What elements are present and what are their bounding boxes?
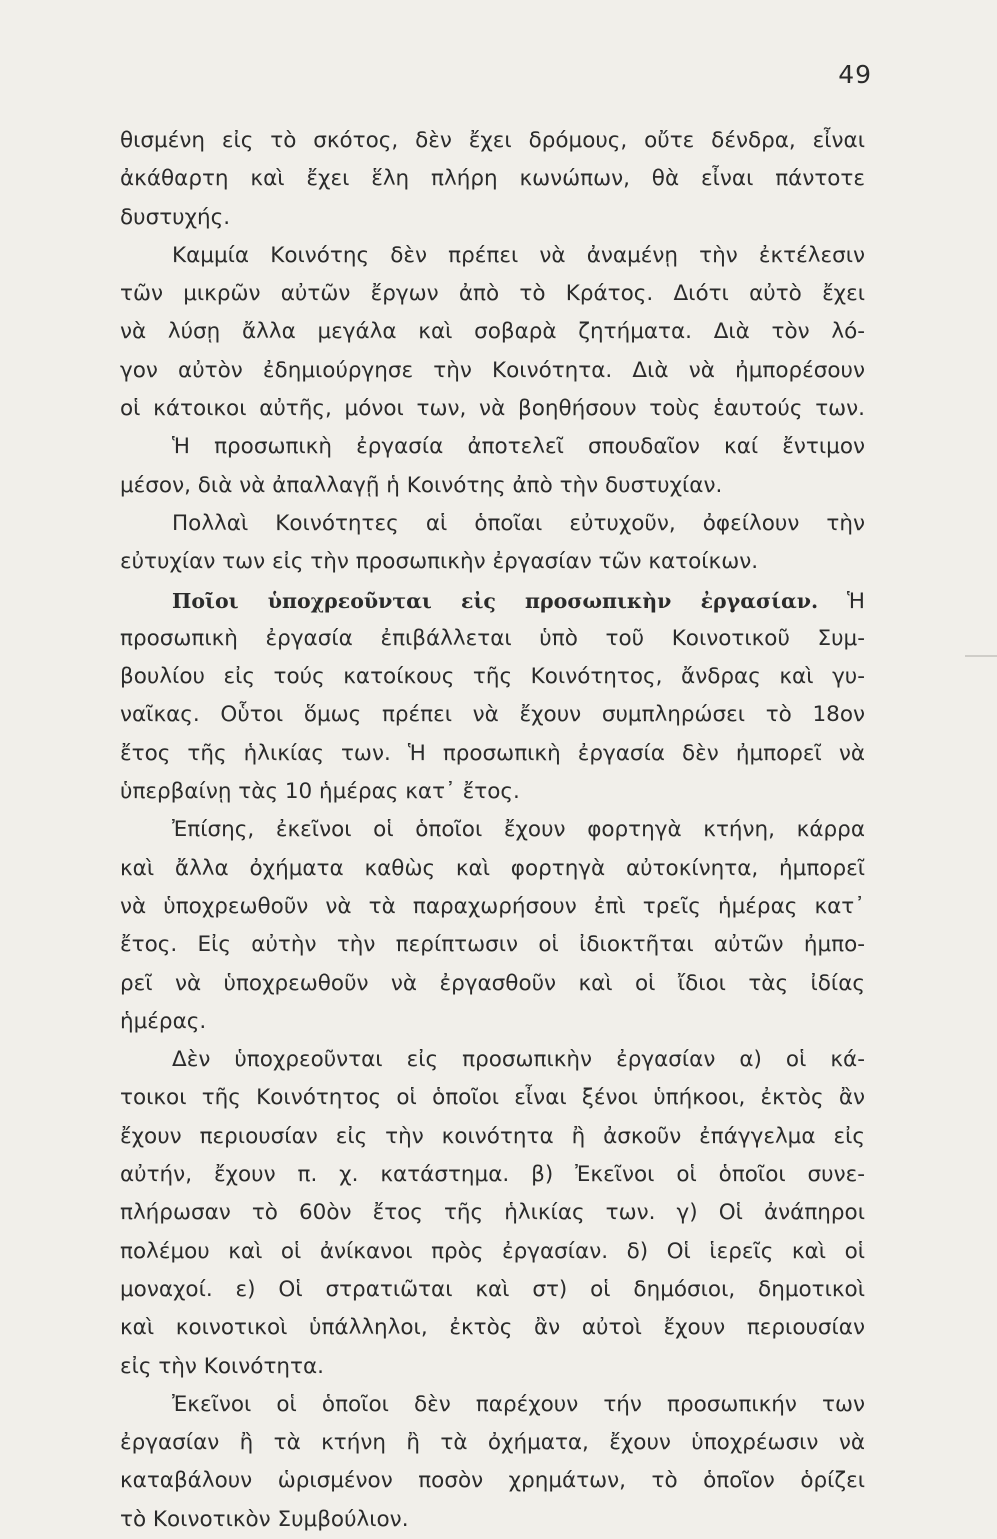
text-line: ρεῖ νὰ ὑποχρεωθοῦν νὰ ἐργασθοῦν καὶ οἱ ἴδιοι τὰς ἰδίας — [120, 970, 865, 996]
page-number: 49 — [838, 60, 872, 89]
text-line: ὑπερβαίνῃ τὰς 10 ἡμέρας κατ᾽ ἔτος. — [120, 779, 520, 805]
text-line: γον αὐτὸν ἐδημιούργησε τὴν Κοινότητα. Διὰ νὰ ἠμπορέσουν — [120, 357, 865, 383]
text-line: Πολλαὶ Κοινότητες αἱ ὁποῖαι εὐτυχοῦν, ὀφείλουν τὴν — [172, 510, 865, 536]
text-line: ἀκάθαρτη καὶ ἔχει ἕλη πλήρη κωνώπων, θὰ εἶναι πάντοτε — [120, 166, 865, 192]
text-line: τοικοι τῆς Κοινότητος οἱ ὁποῖοι εἶναι ξένοι ὑπήκοοι, ἐκτὸς ἂν — [120, 1085, 865, 1111]
text-line: ἐργασίαν ἢ τὰ κτήνη ἢ τὰ ὀχήματα, ἔχουν ὑποχρέωσιν νὰ — [120, 1430, 865, 1456]
text-line: νὰ λύσῃ ἄλλα μεγάλα καὶ σοβαρὰ ζητήματα. Διὰ τὸν λό- — [120, 319, 865, 345]
section-heading: Ποῖοι ὑποχρεοῦνται εἰς προσωπικὴν ἐργασίαν. — [172, 588, 819, 613]
text-line: Καμμία Κοινότης δὲν πρέπει νὰ ἀναμένῃ τὴν ἐκτέλεσιν — [172, 242, 865, 268]
text-line: θισμένη εἰς τὸ σκότος, δὲν ἔχει δρόμους, οὔτε δένδρα, εἶναι — [120, 128, 865, 153]
text-line: καὶ κοινοτικοὶ ὑπάλληλοι, ἐκτὸς ἂν αὐτοὶ ἔχουν περιουσίαν — [120, 1315, 865, 1341]
text-line: προσωπικὴ ἐργασία ἐπιβάλλεται ὑπὸ τοῦ Κοινοτικοῦ Συμ- — [120, 625, 865, 651]
page-edge-mark — [965, 655, 997, 657]
text-line: τὸ Κοινοτικὸν Συμβούλιον. — [120, 1506, 409, 1532]
text-line: νὰ ὑποχρεωθοῦν νὰ τὰ παραχωρήσουν ἐπὶ τρεῖς ἡμέρας κατ᾽ — [120, 893, 865, 919]
text-line: πολέμου καὶ οἱ ἀνίκανοι πρὸς ἐργασίαν. δ) Οἱ ἱερεῖς καὶ οἱ — [120, 1238, 865, 1264]
text-line: ναῖκας. Οὗτοι ὅμως πρέπει νὰ ἔχουν συμπληρώσει τὸ 18ον — [120, 702, 865, 728]
text-line: ἔτος. Εἰς αὐτὴν τὴν περίπτωσιν οἱ ἰδιοκτῆται αὐτῶν ἠμπο- — [120, 932, 865, 958]
text-line: εὐτυχίαν των εἰς τὴν προσωπικὴν ἐργασίαν τῶν κατοίκων. — [120, 549, 759, 575]
text-fragment: Ἡ — [818, 588, 866, 614]
text-line: μοναχοί. ε) Οἱ στρατιῶται καὶ στ) οἱ δημόσιοι, δημοτικοὶ — [120, 1276, 865, 1302]
text-line: τῶν μικρῶν αὐτῶν ἔργων ἀπὸ τὸ Κράτος. Διότι αὐτὸ ἔχει — [120, 281, 865, 307]
body-text — [120, 122, 865, 1539]
text-line: οἱ κάτοικοι αὐτῆς, μόνοι των, νὰ βοηθήσουν τοὺς ἑαυτούς των. — [120, 396, 865, 422]
text-line: καταβάλουν ὡρισμένον ποσὸν χρημάτων, τὸ ὁποῖον ὁρίζει — [120, 1468, 865, 1494]
text-line: Ἡ προσωπικὴ ἐργασία ἀποτελεῖ σπουδαῖον καί ἔντιμον — [172, 434, 865, 460]
text-line: πλήρωσαν τὸ 60ὸν ἔτος τῆς ἡλικίας των. γ) Οἱ ἀνάπηροι — [120, 1200, 865, 1226]
text-line: ἔχουν περιουσίαν εἰς τὴν κοινότητα ἢ ἀσκοῦν ἐπάγγελμα εἰς — [120, 1123, 865, 1149]
text-line: Ἐπίσης, ἐκεῖνοι οἱ ὁποῖοι ἔχουν φορτηγὰ κτήνη, κάρρα — [172, 817, 865, 843]
text-line: εἰς τὴν Κοινότητα. — [120, 1353, 324, 1379]
text-line: καὶ ἄλλα ὀχήματα καθὼς καὶ φορτηγὰ αὐτοκίνητα, ἠμπορεῖ — [120, 855, 865, 881]
text-line: Ἐκεῖνοι οἱ ὁποῖοι δὲν παρέχουν τήν προσωπικήν των — [172, 1391, 865, 1417]
text-line: ἔτος τῆς ἡλικίας των. Ἡ προσωπικὴ ἐργασία δὲν ἠμπορεῖ νὰ — [120, 740, 865, 766]
section-heading-line — [120, 582, 865, 620]
text-line: ἡμέρας. — [120, 1008, 207, 1034]
text-line: Δὲν ὑποχρεοῦνται εἰς προσωπικὴν ἐργασίαν α) οἱ κά- — [172, 1047, 865, 1073]
text-line: αὐτήν, ἔχουν π. χ. κατάστημα. β) Ἐκεῖνοι οἱ ὁποῖοι συνε- — [120, 1162, 865, 1188]
text-line: βουλίου εἰς τούς κατοίκους τῆς Κοινότητος, ἄνδρας καὶ γυ- — [120, 664, 865, 690]
text-line: δυστυχής. — [120, 204, 231, 230]
text-line: μέσον, διὰ νὰ ἀπαλλαγῇ ἡ Κοινότης ἀπὸ τὴν δυστυχίαν. — [120, 472, 723, 498]
